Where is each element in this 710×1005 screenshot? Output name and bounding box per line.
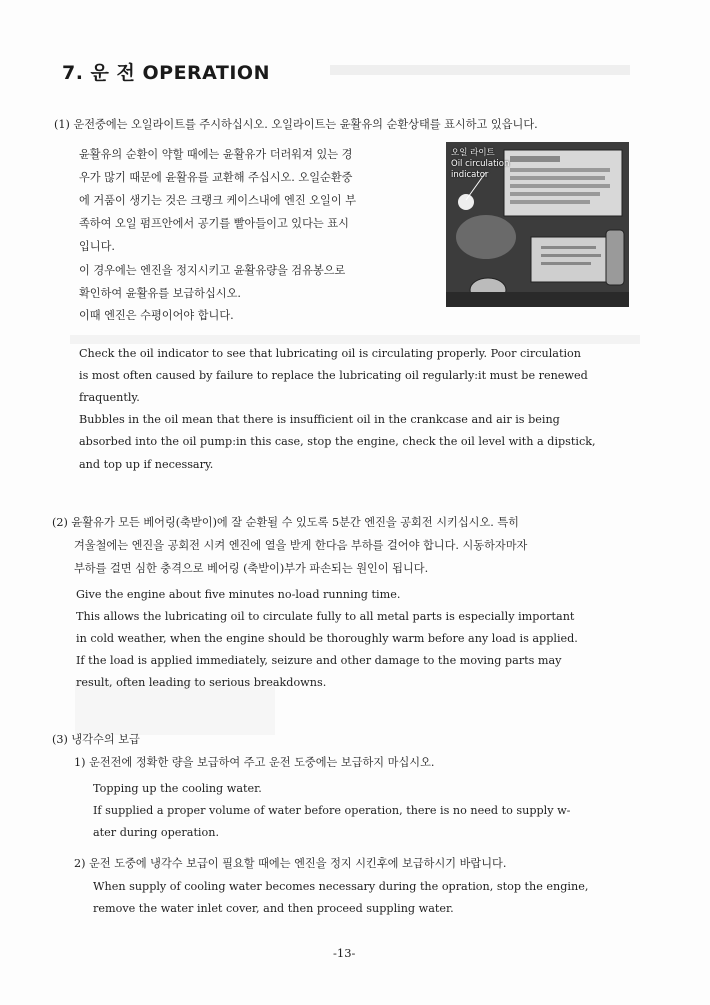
section2-english-line: result, often leading to serious breakdowns. (76, 676, 327, 689)
photo-caption-line: indicator (451, 170, 489, 180)
section1-korean-line: 우가 많기 때문에 윤활유를 교환해 주십시오. 오일순환중 (79, 171, 353, 184)
section3-item1-english-line: ater during operation. (93, 826, 220, 839)
oil-indicator-photo (446, 142, 629, 307)
section1-english-line: Check the oil indicator to see that lubricating oil is circulating properly. Poor circulation (79, 347, 581, 360)
section3-item1-english-line: Topping up the cooling water. (93, 782, 262, 795)
section1-english-line: Bubbles in the oil mean that there is insufficient oil in the crankcase and air is being (79, 413, 560, 426)
section1-korean-line: 윤활유의 순환이 약할 때에는 윤활유가 더러워져 있는 경 (79, 148, 353, 161)
section2-korean-line: 겨울철에는 엔진을 공회전 시켜 엔진에 열을 받게 한다음 부하를 걸어야 합니다. 시동하자마자 (74, 539, 528, 552)
section1-korean-line: 에 거품이 생기는 것은 크랭크 케이스내에 엔진 오일이 부 (79, 194, 357, 207)
section1-english-line: is most often caused by failure to replace the lubricating oil regularly:it must be renewed (79, 369, 588, 382)
section1-korean-line: 확인하여 윤활유를 보급하십시오. (79, 287, 241, 300)
section1-lead: (1) 운전중에는 오일라이트를 주시하십시오. 오일라이트는 윤활유의 순환상태를 표시하고 있읍니다. (54, 118, 538, 131)
section2-english-line: Give the engine about five minutes no-load running time. (76, 588, 401, 601)
section1-korean-line: 입니다. (79, 240, 115, 253)
section1-english-line: and top up if necessary. (79, 458, 214, 471)
photo-caption (451, 148, 509, 181)
section1-korean-line: 족하여 오일 펌프안에서 공기를 빨아들이고 있다는 표시 (79, 217, 349, 230)
section1-english-line: absorbed into the oil pump:in this case, stop the engine, check the oil level with a dipstick, (79, 435, 596, 448)
section3-item1-english-line: If supplied a proper volume of water before operation, there is no need to supply w- (93, 804, 571, 817)
photo-caption-line: Oil circulation (451, 159, 510, 169)
section1-korean-line: 이 경우에는 엔진을 정지시키고 윤활유량을 검유봉으로 (79, 264, 346, 277)
section2-korean-line: 부하를 걸면 심한 충격으로 베어링 (축받이)부가 파손되는 원인이 됩니다. (74, 562, 429, 575)
bleed-through (70, 335, 640, 344)
section2-korean-line: (2) 윤활유가 모든 베어링(축받이)에 잘 순환될 수 있도록 5분간 엔진을 공회전 시키십시오. 특히 (52, 516, 519, 529)
section2-english-line: in cold weather, when the engine should be thoroughly warm before any load is applied. (76, 632, 578, 645)
section3-item2-english-line: When supply of cooling water becomes necessary during the opration, stop the engine, (93, 880, 589, 893)
photo-caption-line: 오일 라이트 (451, 148, 495, 158)
section3-item2-english-line: remove the water inlet cover, and then proceed suppling water. (93, 902, 454, 915)
bleed-through (330, 65, 630, 75)
section1-english-line: fraquently. (79, 391, 140, 404)
section2-english-line: If the load is applied immediately, seizure and other damage to the moving parts may (76, 654, 562, 667)
section3-item1-korean: 1) 운전전에 정확한 량을 보급하여 주고 운전 도중에는 보급하지 마십시오. (74, 756, 435, 769)
page-number: -13- (333, 946, 356, 960)
page-title: 7. 운 전 OPERATION (62, 62, 270, 84)
section2-english-line: This allows the lubricating oil to circulate fully to all metal parts is especially important (76, 610, 575, 623)
section1-korean-line: 이때 엔진은 수평이어야 합니다. (79, 309, 234, 322)
section3-title: (3) 냉각수의 보급 (52, 733, 140, 746)
section3-item2-korean: 2) 운전 도중에 냉각수 보급이 필요할 때에는 엔진을 정지 시킨후에 보급하시기 바랍니다. (74, 857, 507, 870)
